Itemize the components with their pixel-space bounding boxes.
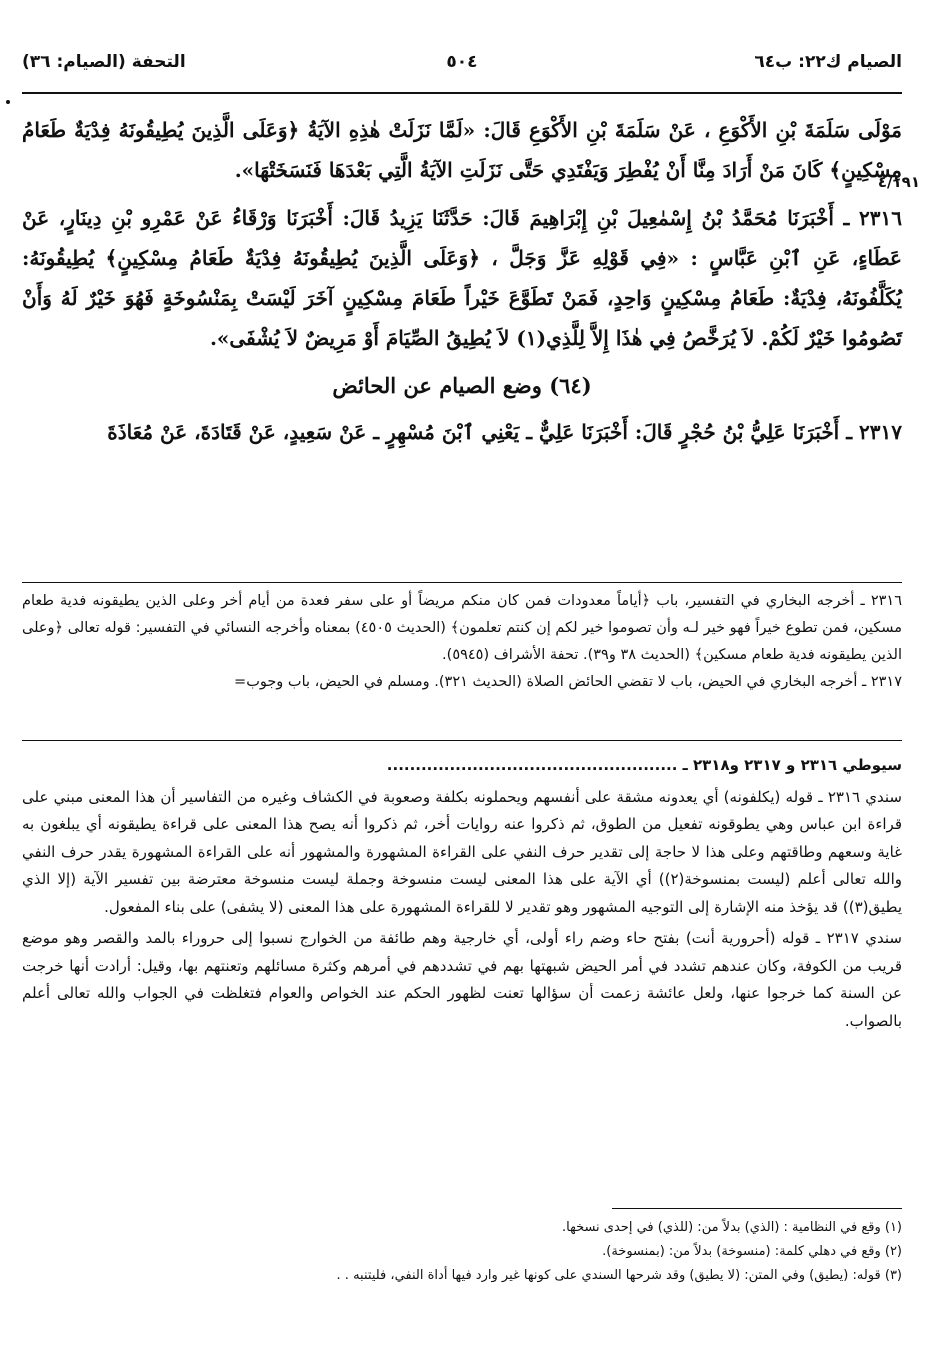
takhrij-notes <box>22 588 902 696</box>
commentary-section <box>22 752 902 1039</box>
hadith-2317: ٢٣١٧ ـ أَخْبَرَنَا عَلِيُّ بْنُ حُجْرٍ قَالَ: أَخْبَرَنَا عَلِيٌّ ـ يَعْنِي ٱبْنَ مُسْهِرٍ ـ عَنْ سَعِيدٍ، عَنْ قَتَادَةَ، عَنْ مُعَاذَةَ <box>107 420 902 444</box>
commentary-rule <box>22 740 902 741</box>
suyuti-line: سيوطي ٢٣١٦ و ٢٣١٧ و٢٣١٨ ـ ................................................... <box>386 756 902 774</box>
header-reference: التحفة (الصيام: ٣٦) <box>22 52 186 72</box>
sindi-2316: سندي ٢٣١٦ ـ قوله (يكلفونه) أي يعدونه مشقة على أنفسهم ويحملونه بكلفة وصعوبة في الكشاف وغيره من التفاسير أن هذا المعنى مبني على قراءة ابن عباس وهي يطوقونه تفعيل من الطوق، ثم ذكروا عنه روايات أخر، ثم ذكروا أنه يصح هذا المعنى على قراءة يطيقونه أي يبلغون به غاية وسعهم وطاقتهم وعلى هذا لا حاجة إلى تقدير حرف النفي على القراءة المشهورة والمشهور أنه على القراءة المشهورة يقدر حرف النفي والله تعالى أعلم (ليست بمنسوخة(٢)) أي الآية على هذا المعنى ليست منسوخة وجملة ليست منسوخة معترضة بين تفسير الآية (إلا الذي يطيق(٣)) قد يؤخذ منه الإشارة إلى التوجيه المشهور وهو تقدير لا للقراءة المشهورة على هذا المعنى (لا يشفى) على بناء المفعول. <box>22 787 902 916</box>
scan-mark <box>6 100 10 104</box>
header-chapter: الصيام ك٢٢: ب٦٤ <box>754 52 902 72</box>
note-2317: ٢٣١٧ ـ أخرجه البخاري في الحيض، باب لا تقضي الحائض الصلاة (الحديث ٣٢١). ومسلم في الحيض، باب وجوب= <box>234 674 902 690</box>
hadith-continuation: مَوْلَى سَلَمَةَ بْنِ الأَكْوَعِ ، عَنْ سَلَمَةَ بْنِ الأَكْوَعِ قَالَ: «لَمَّا نَزَلَتْ هٰذِهِ الآيَةُ ﴿وَعَلَى الَّذِينَ يُطِيقُونَهُ فِدْيَةٌ طَعَامُ مِسْكِينٍ﴾ كَانَ مَنْ أَرَادَ مِنَّا أَنْ يُفْطِرَ وَيَفْتَدِي حَتَّى نَزَلَتِ الآيَةُ الَّتِي بَعْدَهَا فَنَسَخَتْهَا». <box>22 118 902 182</box>
footnote-1: (١) وقع في النظامية : (الذي) بدلاً من: (للذي) في إحدى نسخها. <box>561 1220 902 1235</box>
footnote-2: (٢) وقع في دهلي كلمة: (منسوخة) بدلاً من: (بمنسوخة). <box>602 1244 902 1259</box>
header-rule <box>22 92 902 94</box>
sindi-2317: سندي ٢٣١٧ ـ قوله (أحرورية أنت) بفتح حاء وضم راء أولى، أي خارجية وهم طائفة من الخوارج نسبوا إلى حروراء بالمد والقصر وهو موضع قريب من الكوفة، وكان عندهم تشدد في أمر الحيض شبهتها بهم في تشددهم في أمرهم وكثرة مسائلهم وتعنتهم بها، وقيل: أرادت أنها خرجت عن السنة كما خرجوا عنها، ولعل عائشة زعمت أن سؤالها تعنت لظهور الحكم عند الخواص والعوام فتغلظت في الجواب والله تعالى أعلم بالصواب. <box>22 929 902 1030</box>
book-page <box>22 40 920 1330</box>
running-header <box>22 52 902 82</box>
footnote-rule <box>612 1208 902 1209</box>
main-text <box>22 110 902 460</box>
margin-reference: ٤/١٩١ <box>877 173 920 191</box>
footnotes <box>22 1216 902 1288</box>
note-2316: ٢٣١٦ ـ أخرجه البخاري في التفسير، باب ﴿أياماً معدودات فمن كان منكم مريضاً أو على سفر فعدة من أيام أخر وعلى الذين يطيقونه فدية طعام مسكين، فمن تطوع خيراً فهو خير لـه وأن تصوموا خير لكم إن كنتم تعلمون﴾ (الحديث ٤٥٠٥) بمعناه وأخرجه النسائي في التفسير: قوله تعالى ﴿وعلى الذين يطيقونه فدية طعام مسكين﴾ (الحديث ٣٨ و٣٩). تحفة الأشراف (٥٩٤٥). <box>22 593 902 663</box>
section-title: (٦٤) وضع الصيام عن الحائض <box>332 373 592 398</box>
page-number: ٥٠٤ <box>446 52 478 72</box>
notes-rule <box>22 582 902 583</box>
footnote-3: (٣) قوله: (يطيق) وفي المتن: (لا يطيق) وقد شرحها السندي على كونها غير وارد فيها أداة النفي، فليتنبه . . <box>336 1268 902 1283</box>
hadith-2316: ٢٣١٦ ـ أَخْبَرَنَا مُحَمَّدُ بْنُ إِسْمٰعِيلَ بْنِ إِبْرَاهِيمَ قَالَ: حَدَّثَنَا يَزِيدُ قَالَ: أَخْبَرَنَا وَرْقَاءُ عَنْ عَمْرِو بْنِ دِينَارٍ، عَنْ عَطَاءٍ، عَنِ ٱبْنِ عَبَّاسٍ : «فِي قَوْلِهِ عَزَّ وَجَلَّ ، ﴿وَعَلَى الَّذِينَ يُطِيقُونَهُ فِدْيَةٌ طَعَامُ مِسْكِينٍ﴾ يُطِيقُونَهُ: يُكَلَّفُونَهُ، فِدْيَةٌ: طَعَامُ مِسْكِينٍ وَاحِدٍ، فَمَنْ تَطَوَّعَ خَيْراً طَعَامَ مِسْكِينٍ آخَرَ لَيْسَتْ بِمَنْسُوخَةٍ فَهُوَ خَيْرٌ لَهُ وَأَنْ تَصُومُوا خَيْرٌ لَكُمْ. لاَ يُرَخَّصُ فِي هٰذَا إِلاَّ لِلَّذِي(١) لاَ يُطِيقُ الصِّيَامَ أَوْ مَرِيضٌ لاَ يُشْفَى». <box>22 206 902 350</box>
